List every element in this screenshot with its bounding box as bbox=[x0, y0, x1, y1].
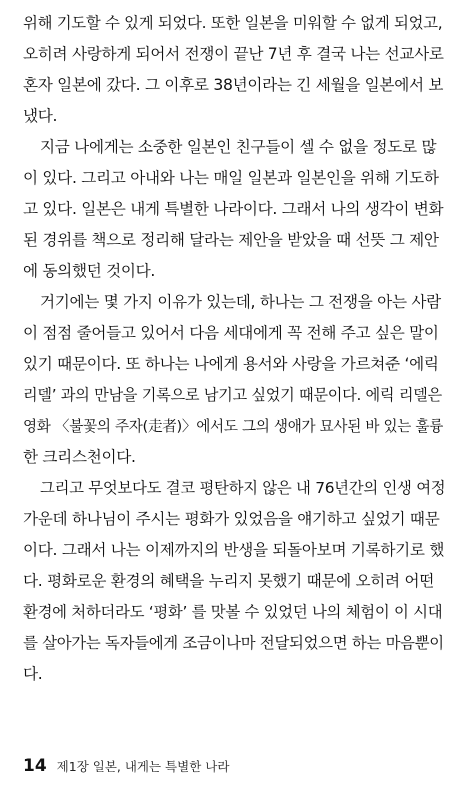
chapter-title: 제1장 일본, 내게는 특별한 나라 bbox=[56, 759, 230, 774]
text-line: 가운데 하나님이 주시는 평화가 있었음을 얘기하고 싶었기 때문 bbox=[23, 510, 440, 528]
text-line: 냈다. bbox=[23, 107, 58, 125]
text-line: 이다. 그래서 나는 이제까지의 반생을 되돌아보며 기록하기로 했 bbox=[23, 541, 445, 559]
page-number: 14 bbox=[23, 756, 47, 776]
text-line: 지금 나에게는 소중한 일본인 친구들이 셀 수 없을 정도로 많 bbox=[40, 138, 437, 156]
text-line: 다. 평화로운 환경의 혜택을 누리지 못했기 때문에 오히려 어떤 bbox=[23, 572, 435, 590]
text-line: 다. bbox=[23, 665, 43, 683]
text-line: 된 경위를 책으로 정리해 달라는 제안을 받았을 때 선뜻 그 제안 bbox=[23, 231, 439, 249]
text-line: 영화 〈불꽃의 주자(走者)〉에서도 그의 생애가 묘사된 바 있는 훌륭 bbox=[23, 418, 444, 435]
text-line: 리델’ 과의 만남을 기록으로 남기고 싶었기 때문이다. 에릭 리델은 bbox=[23, 386, 442, 404]
text-line: 있기 때문이다. 또 하나는 나에게 용서와 사랑을 가르쳐준 ‘에릭 bbox=[23, 355, 439, 373]
text-line: 오히려 사랑하게 되어서 전쟁이 끝난 7년 후 결국 나는 선교사로 bbox=[23, 45, 444, 63]
page-body bbox=[23, 8, 447, 690]
text-line: 환경에 처하더라도 ‘평화’ 를 맛볼 수 있었던 나의 체험이 이 시대 bbox=[23, 603, 443, 621]
text-line: 거기에는 몇 가지 이유가 있는데, 하나는 그 전쟁을 아는 사람 bbox=[40, 293, 441, 311]
text-line: 위해 기도할 수 있게 되었다. 또한 일본을 미워할 수 없게 되었고, bbox=[23, 14, 443, 32]
text-line: 이 있다. 그리고 아내와 나는 매일 일본과 일본인을 위해 기도하 bbox=[23, 169, 439, 187]
text-line: 고 있다. 일본은 내게 특별한 나라이다. 그래서 나의 생각이 변화 bbox=[23, 200, 444, 218]
page-footer bbox=[23, 756, 229, 776]
text-line: 혼자 일본에 갔다. 그 이후로 38년이라는 긴 세월을 일본에서 보 bbox=[23, 76, 444, 94]
text-line: 한 크리스천이다. bbox=[23, 448, 136, 466]
text-line: 이 점점 줄어들고 있어서 다음 세대에게 꼭 전해 주고 싶은 말이 bbox=[23, 324, 439, 342]
text-line: 에 동의했던 것이다. bbox=[23, 262, 156, 280]
text-line: 그리고 무엇보다도 결코 평탄하지 않은 내 76년간의 인생 여정 bbox=[40, 479, 446, 497]
text-line: 를 살아가는 독자들에게 조금이나마 전달되었으면 하는 마음뿐이 bbox=[23, 634, 444, 652]
